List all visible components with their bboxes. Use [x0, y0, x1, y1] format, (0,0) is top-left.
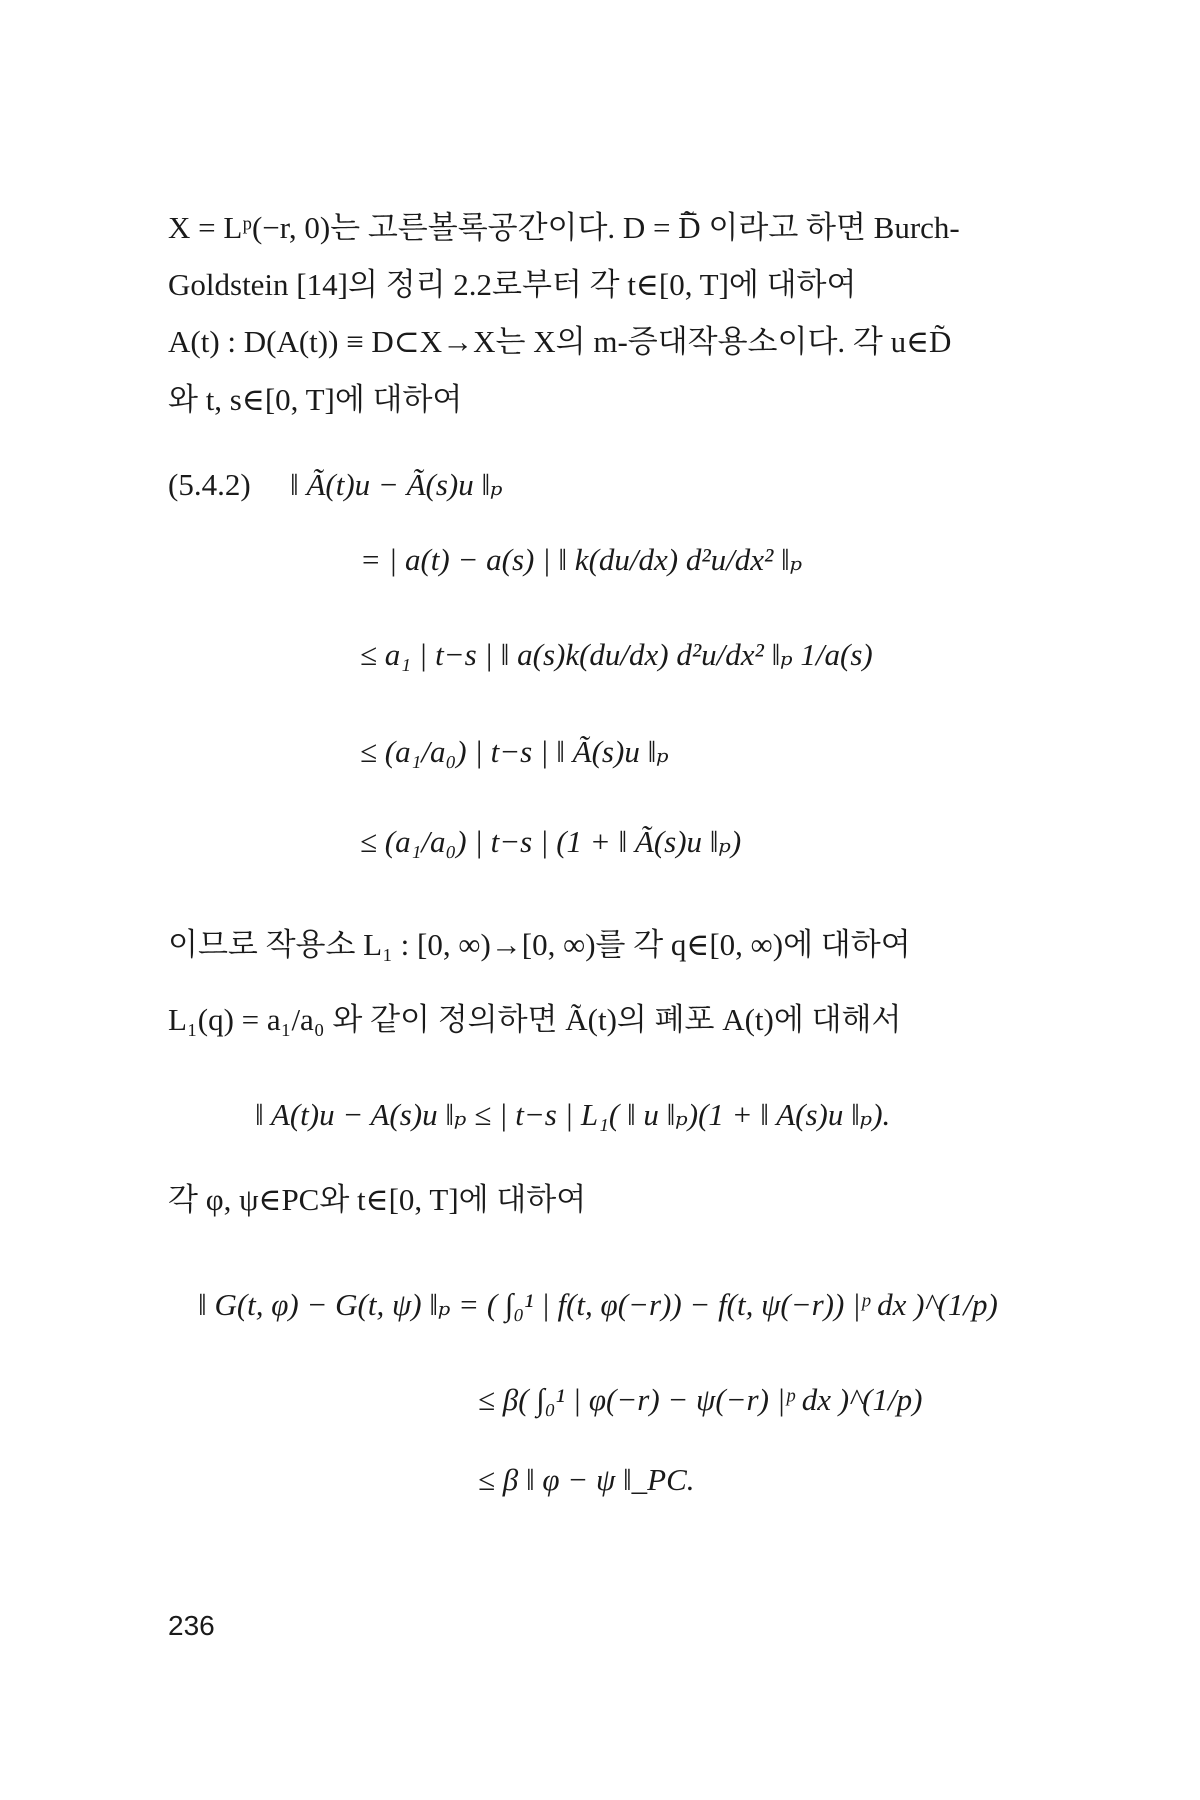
equation-line: ‖ G(t, φ) − G(t, ψ) ‖ₚ = ( ∫₀¹ | f(t, φ(−r)) − f(t, ψ(−r)) |ᵖ dx )^(1/p) — [198, 1287, 998, 1322]
text-line: L₁(q) = a₁/a₀ 와 같이 정의하면 Ã(t)의 폐포 A(t)에 대해서 — [168, 1002, 902, 1037]
equation-line: ≤ a₁ | t−s | ‖ a(s)k(du/dx) d²u/dx² ‖ₚ 1/a(s) — [360, 637, 873, 672]
equation-line: ≤ (a₁/a₀) | t−s | (1 + ‖ Ã(s)u ‖ₚ) — [360, 824, 742, 859]
equation-line: ‖ Ã(t)u − Ã(s)u ‖ₚ — [290, 467, 503, 502]
equation-line: ≤ β ‖ φ − ψ ‖_PC. — [478, 1462, 695, 1497]
equation-label: (5.4.2) — [168, 467, 251, 502]
text-line: 각 φ, ψ∈PC와 t∈[0, T]에 대하여 — [168, 1182, 587, 1217]
equation-line: = | a(t) − a(s) | ‖ k(du/dx) d²u/dx² ‖ₚ — [360, 542, 803, 577]
text-line: 이므로 작용소 L₁ : [0, ∞)→[0, ∞)를 각 q∈[0, ∞)에 대하여 — [168, 927, 911, 962]
equation-line: ≤ (a₁/a₀) | t−s | ‖ Ã(s)u ‖ₚ — [360, 734, 669, 769]
text-line: 와 t, s∈[0, T]에 대하여 — [168, 382, 463, 417]
equation-line: ≤ β( ∫₀¹ | φ(−r) − ψ(−r) |ᵖ dx )^(1/p) — [478, 1382, 923, 1417]
text-line: A(t) : D(A(t)) ≡ D⊂X→X는 X의 m-증대작용소이다. 각 u∈D̃ — [168, 324, 952, 359]
text-line: X = Lᵖ(−r, 0)는 고른볼록공간이다. D = D̃̅ 이라고 하면 Burch- — [168, 210, 960, 245]
equation-line: ‖ A(t)u − A(s)u ‖ₚ ≤ | t−s | L₁( ‖ u ‖ₚ)(1 + ‖ A(s)u ‖ₚ). — [255, 1097, 891, 1132]
page-number: 236 — [168, 1610, 215, 1641]
text-line: Goldstein [14]의 정리 2.2로부터 각 t∈[0, T]에 대하여 — [168, 267, 857, 302]
